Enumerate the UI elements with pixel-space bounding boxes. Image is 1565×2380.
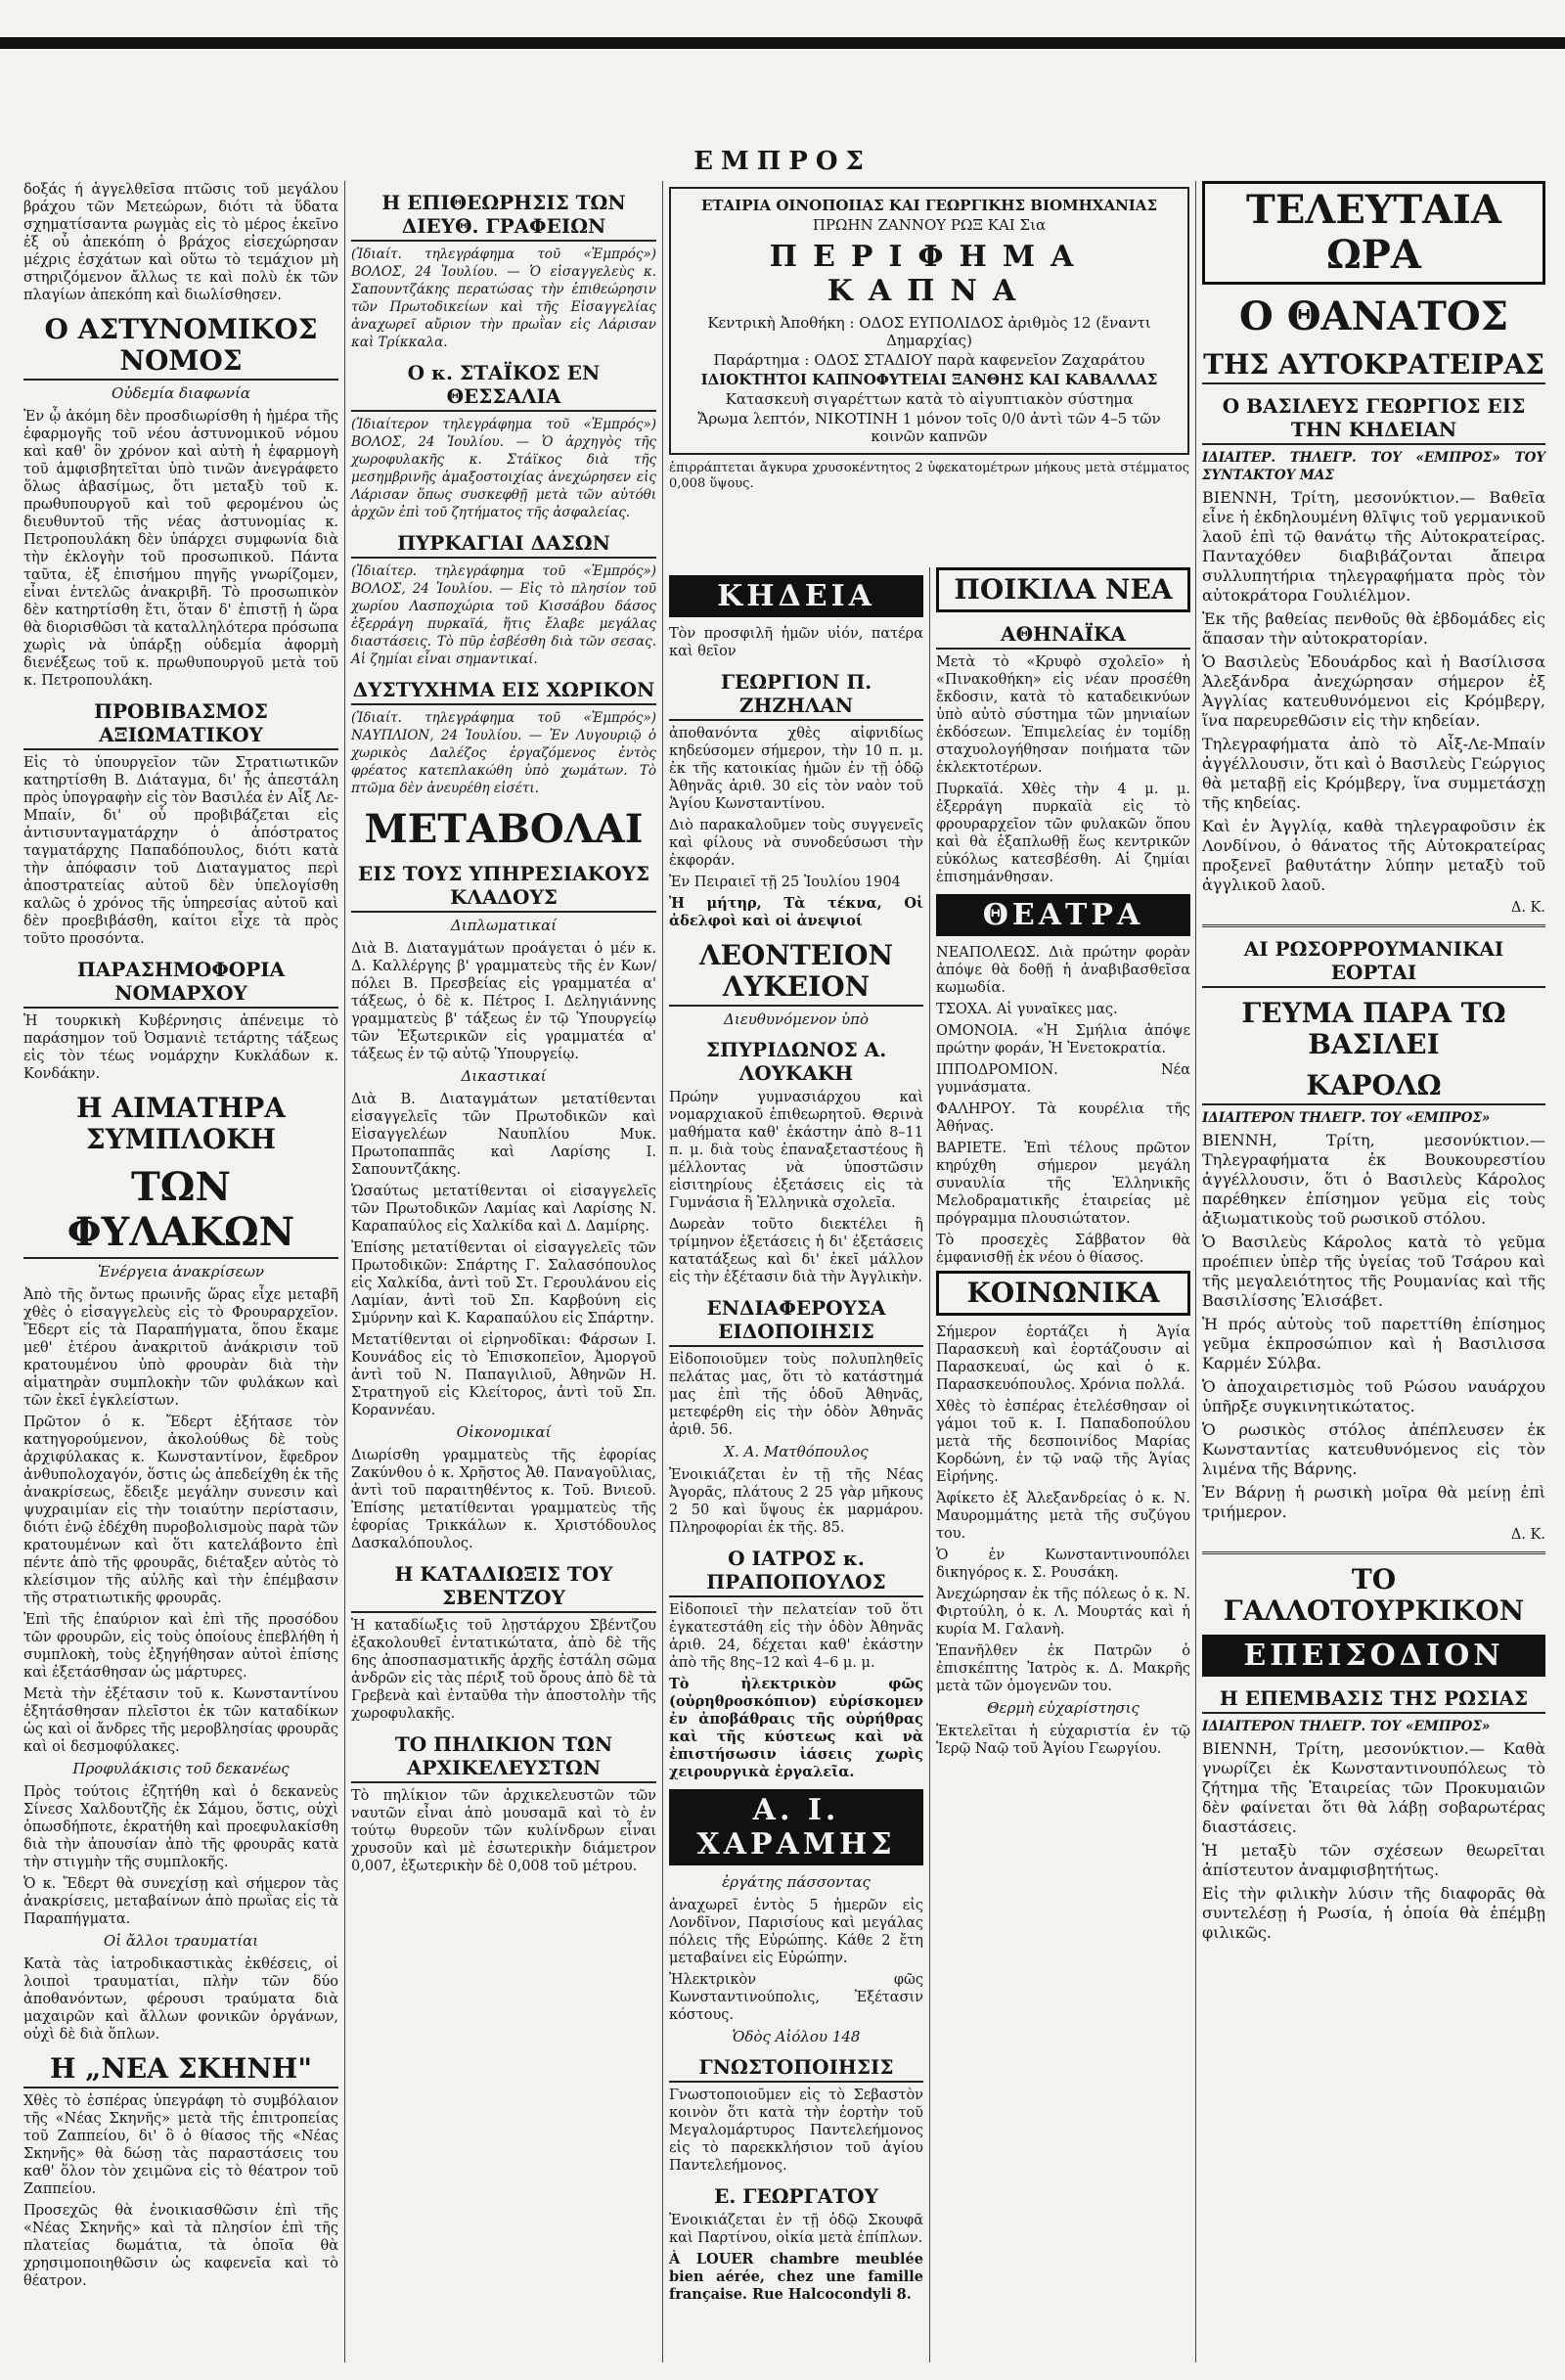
signature: Ε. ΓΕΩΡΓΑΤΟΥ: [714, 2184, 878, 2208]
headline-rosorroumanikai: ΑΙ ΡΩΣΟΡΡΟΥΜΑΝΙΚΑΙ ΕΟΡΤΑΙ: [1202, 937, 1545, 988]
headline-epitheorisis: Η ΕΠΙΘΕΩΡΗΣΙΣ ΤΩΝ ΔΙΕΥΘ. ΓΡΑΦΕΙΩΝ: [351, 191, 656, 242]
headline-epemvasis: Η ΕΠΕΜΒΑΣΙΣ ΤΗΣ ΡΩΣΙΑΣ: [1202, 1686, 1545, 1714]
headline-pilikion: ΤΟ ΠΗΛΙΚΙΟΝ ΤΩΝ ΑΡΧΙΚΕΛΕΥΣΤΩΝ: [351, 1732, 656, 1783]
article-text: Ἡ τουρκικὴ Κυβέρνησις ἀπένειμε τὸ παράσημον τοῦ Ὀσμανιὲ τετάρτης τάξεως εἰς τὸν τέως νομάρχην Κυκλάδων κ. Κονδάκην.: [23, 1013, 338, 1082]
headline-karolo: ΚΑΡΟΛΩ: [1202, 1070, 1545, 1105]
address: Ὁδὸς Αἰόλου 148: [732, 2028, 861, 2045]
headline-gnostopoiisis: ΓΝΩΣΤΟΠΟΙΗΣΙΣ: [669, 2055, 923, 2083]
article-text: Ἐπίσης μετατίθενται οἱ εἰσαγγελεῖς τῶν Πρωτοδικῶν: Σπάρτης Γ. Σαλασόπουλος εἰς Χαλκίδα, ἀντὶ τοῦ Στ. Γερουλάνου εἰς Λαμίαν, ἀντὶ τοῦ Σπ. Καρβούνη εἰς Σμύρνην καὶ Κ. Καραπαύλου εἰς Σπάρτην.: [351, 1240, 656, 1326]
article-text: Τὸ πηλίκιον τῶν ἀρχικελευστῶν τῶν ναυτῶν εἶναι ἀπὸ μουσαμᾶ καὶ τὸ ἐν τούτῳ θυρεοῦν τῶν κυλίνδρων εἶναι χρυσοῦν καὶ μὲ ἐσωτερικὴν διάμετρον 0,007, ἐξωτερικὴν δὲ 0,008 τοῦ μέτρου.: [351, 1788, 656, 1874]
article-text: Ὁ Βασιλεὺς Κάρολος κατὰ τὸ γεῦμα προέπιεν ὑπὲρ τῆς ὑγείας τοῦ Τσάρου καὶ τῆς μεγαλειότητος τῆς Ρουμανίας καὶ τῆς Βασιλίσσης Ἐλισάβετ.: [1202, 1233, 1545, 1310]
article-text: Εἰς τὸ ὑπουργεῖον τῶν Στρατιωτικῶν κατηρτίσθη Β. Διάταγμα, δι' ἧς ἀπεστάλη πρὸς ὑπογραφὴν εἰς τὸν Βασιλέα ἐν Αἶξ Λε-Μπαίν, δι' οὗ προβιβάζεται εἰς ἀντισυνταγματάρχην ὁ ἀπόστρατος ταγματάρχης Παπαδόπουλος, διότι κατὰ τὴν ἀπόφασιν τοῦ Διαταγματος περὶ ἀποστρατείας αὐτοῦ δὲν ὑπελογίσθη καλῶς ὁ χρόνος τῆς ὑπηρεσίας αὐτοῦ καὶ δὲν προεβιβάσθη, καίτοι εἶχε τὰ πρὸς τοῦτο προσόντα.: [23, 755, 338, 947]
headline-nea-skini: Η „ΝΕΑ ΣΚΗΝΗ": [23, 2053, 338, 2088]
article-text: Ἐκ τῆς βαθείας πενθοῦς θὰ ἑβδομάδες εἰς ἅπασαν τὴν αὐτοκρατορίαν.: [1202, 609, 1545, 648]
ad-manufacture: Κατασκευὴ σιγαρέττων κατὰ τὸ αἰγυπτιακὸν σύστημα: [725, 390, 1134, 408]
article-text: Πρῶτον ὁ κ. Ἔδερτ ἐξήτασε τὸν κατηγορούμενον, ἀκολούθως δὲ τοὺς ἀρχιφύλακας κ. Κωνσταντίνον, ἔφεδρον ἀνθυπολοχαγόν, ὅστις ὡς ἀπεδείχθη ἐκ τῆς ἀνακρίσεως, ἔδειξε μεγάλην συνεσιν καὶ ψυχραιμίαν εἰς τὴν τοιαύτην περίστασιν, διότι ἐνῷ ἐδέχθη πυροβολισμοὺς παρὰ τῶν κρατουμένων καὶ ὅτι κατελάβοντο ἐπὶ πέντε ἀπὸ τῆς φρουρᾶς, διέταξεν αὐτὸς τὸ κλείσιμον τῆς αὐλῆς καὶ τὴν ἐπέμβασιν τῆς στρατιωτικῆς φρουρᾶς.: [23, 1415, 338, 1606]
headline-iatros: Ο ΙΑΤΡΟΣ κ. ΠΡΑΠΟΠΟΥΛΟΣ: [669, 1547, 923, 1597]
article-text: Καὶ ἐν Ἀγγλίᾳ, καθὰ τηλεγραφοῦσιν ἐκ Λονδίνου, ὁ θάνατος τῆς Αὐτοκρατείρας προξενεῖ βαθυτάτην λύπην μεταξὺ τοῦ ἀγγλικοῦ λαοῦ.: [1202, 817, 1545, 894]
headline-epeisodion: ΕΠΕΙΣΟΔΙΟΝ: [1202, 1635, 1545, 1677]
headline-staikos: Ο κ. ΣΤΑΪΚΟΣ ΕΝ ΘΕΣΣΑΛΙΑ: [351, 361, 656, 412]
tobacco-advertisement: [669, 187, 1189, 455]
article-text: Γνωστοποιοῦμεν εἰς τὸ Σεβαστὸν κοινὸν ὅτι κατὰ τὴν ἐορτὴν τοῦ Μεγαλομάρτυρος Παντελεήμονος εἰς τὸ παρεκκλήσιον τοῦ ἁγίου Παντελεήμονος.: [669, 2088, 923, 2174]
article-text: Διωρίσθη γραμματεὺς τῆς ἐφορίας Ζακύνθου ὁ κ. Χρῆστος Ἀθ. Παναγοῦλιας, ἀντὶ τοῦ παραιτηθέντος κ. Τοῦ. Βνιεοῦ. Ἐπίσης μετατίθενται γραμματεὺς τῆς ἐφορίας Τρικκάλων κ. Χριστόδουλος Δασκαλόπουλος.: [351, 1448, 656, 1551]
dispatch-header: ΙΔΙΑΙΤΕΡΟΝ ΤΗΛΕΓΡ. ΤΟΥ «ΕΜΠΡΟΣ»: [1202, 1719, 1491, 1734]
article-text: ΦΑΛΗΡΟΥ. Τὰ κουρέλια τῆς Ἀθήνας.: [936, 1101, 1190, 1135]
article-text: ἀναχωρεῖ ἐντὸς 5 ἡμερῶν εἰς Λονδῖνον, Παρισίους καὶ μεγάλας πόλεις τῆς Εὐρώπης. Κάθε 2 ἔτη μεταβαίνει εἰς Εὐρώπην.: [669, 1898, 923, 1966]
headline-katadioxis: Η ΚΑΤΑΔΙΩΞΙΣ ΤΟΥ ΣΒΕΝΤΖΟΥ: [351, 1562, 656, 1613]
article-text: Ἐπὶ τῆς ἐπαύριον καὶ ἐπὶ τῆς προσόδου τῶν φρουρῶν, εἰς τοὺς ὁποίους ἐπεβλήθη ἡ συμπλοκὴ, τοὺς ἐξηγήθησαν αὐτοὶ ἐπίσης καὶ ἐξετάσθησαν ὡς μάρτυρες.: [23, 1612, 338, 1681]
headline-theatra: ΘΕΑΤΡΑ: [936, 894, 1190, 936]
headline-koinonika: ΚΟΙΝΩΝΙΚΑ: [966, 1277, 1160, 1309]
article-text: Τὸ προσεχὲς Σάββατον θὰ ἐμφανισθῇ ἐκ νέου ὁ θίασος.: [936, 1233, 1190, 1266]
article-text: Δωρεὰν τοῦτο διεκτέλει ἢ τρίμηνον ἐξετάσεις ἡ δι' ἐξετάσεις κατατάξεως καὶ δι' ἐκεῖ μάλλον εἰς τὴν ἐξέτασιν διὰ τὴν Ἀγγλικὴν.: [669, 1217, 923, 1285]
article-text: Εἰδοποιοῦμεν τοὺς πολυπληθεῖς πελάτας μας, ὅτι τὸ κατάστημά μας ἐπὶ τῆς ὁδοῦ Ἀθηνᾶς, μετεφέρθη εἰς τὴν ὁδὸν Ἀθηνᾶς ἀριθ. 56.: [669, 1352, 923, 1438]
article-text: Ὁ Βασιλεὺς Ἐδουάρδος καὶ ἡ Βασίλισσα Ἀλεξάνδρα ἀνεχώρησαν σήμερον ἐξ Ἀγγλίας κατευθυνόμενοι εἰς Κρόμβεργ, ἵνα παρευρεθῶσιν εἰς τὴν κηδείαν.: [1202, 652, 1545, 730]
article-text: Ἐνοικιάζεται ἐν τῇ ὁδῷ Σκουφᾶ καὶ Παρτίνου, οἰκία μετὰ ἐπίπλων.: [669, 2213, 923, 2246]
article-text: Ἀνεχώρησαν ἐκ τῆς πόλεως ὁ κ. Ν. Φιρτούλη, ὁ κ. Λ. Μουρτάς καὶ ἡ κυρία Μ. Γαλανὴ.: [936, 1587, 1190, 1638]
ad-address: Κεντρικὴ Ἀποθήκη : ΟΔΟΣ ΕΥΠΟΛΙΔΟΣ ἀριθμὸς 12 (ἔναντι Δημαρχίας): [707, 314, 1151, 349]
headline-leonteion: ΛΕΟΝΤΕΙΟΝ ΛΥΚΕΙΟΝ: [669, 940, 923, 1007]
article-text: Χθὲς τὸ ἑσπέρας ὑπεγράφη τὸ συμβόλαιον τῆς «Νέας Σκηνῆς» μετὰ τῆς ἐπιτροπείας τοῦ Ζαππείου, δι' ὃ ὁ θίασος τῆς «Νέας Σκηνῆς» θὰ δώσῃ τὰς παραστάσεις του καθ' ὅλον τὸν χειμῶνα εἰς τὸ θέατρον τοῦ Ζαππείου.: [23, 2093, 338, 2197]
headline-ypiresiakous-klados: ΕΙΣ ΤΟΥΣ ΥΠΗΡΕΣΙΑΚΟΥΣ ΚΛΑΔΟΥΣ: [351, 862, 656, 913]
article-text: Ἀπὸ τῆς ὄντως πρωινῆς ὥρας εἶχε μεταβῆ χθὲς ὁ εἰσαγγελεὺς εἰς τὸ Φρουραρχεῖον. Ἔδερτ εἰς τὰ Παραπήγματα, ὅπου ἔκαμε μεθ' ἑτέρου ἀνακριτοῦ ἀνάκρισιν τοῦ κρατουμένου ὑπὸ φρουρὰν διὰ τὴν αἱματηρὰν συμπλοκὴν τῶν φυλάκων καὶ τῶν ἐκεῖ ἐγκλείστων.: [23, 1287, 338, 1409]
article-text: Ἐν Πειραιεῖ τῇ 25 Ἰουλίου 1904: [669, 875, 901, 890]
ad-branch: Παράρτημα : ΟΔΟΣ ΣΤΑΔΙΟΥ παρὰ καφενεῖον Ζαχαράτου: [713, 351, 1145, 369]
ad-nicotine: Ἄρωμα λεπτόν, ΝΙΚΟΤΙΝΗ 1 μόνον τοῖς 0/0 ἀντὶ τῶν 4–5 τῶν κοινῶν καπνῶν: [697, 410, 1161, 445]
divider: [1202, 924, 1545, 927]
poikila-nea-box: [936, 567, 1190, 612]
subheadline: Οἰκονομικαί: [456, 1423, 552, 1441]
headline-poikila-nea: ΠΟΙΚΙΛΑ ΝΕΑ: [954, 573, 1173, 606]
article-text: ΒΙΕΝΝΗ, Τρίτη, μεσονύκτιον.— Τηλεγραφήματα ἐκ Βουκουρεστίου ἀγγέλλουσιν, ὅτι ὁ Βασιλεὺς Κάρολος παρέθηκεν ἐπίσημον γεῦμα εἰς τοὺς ἀξιωματικοὺς τοῦ ρωσικοῦ στόλου.: [1202, 1131, 1545, 1228]
article-text: ἐπιρράπτεται ἄγκυρα χρυσοκέντητος 2 ὑφεκατομέτρων μήκους μετὰ στέμματος 0,008 ὕψους.: [669, 461, 1189, 491]
headline-astynomikos-nomos: Ο ΑΣΤΥΝΟΜΙΚΟΣ ΝΟΜΟΣ: [23, 314, 338, 381]
article-text: Πυρκαϊά. Χθὲς τὴν 4 μ. μ. ἐξερράγη πυρκαϊὰ εἰς τὸ φρουραρχεῖον τῶν φυλακῶν ὅπου καὶ θὰ ἐξαπλωθῇ ἕως κεντρικῶν εὐκόλως κατεσβέσθη. Αἱ ζημίαι ἐπισημάνθησαν.: [936, 782, 1190, 885]
article-text: Διὰ Β. Διαταγμάτων μετατίθενται εἰσαγγελεῖς τῶν Πρωτοδικῶν καὶ Εἰσαγγελέων Ναυπλίου Μυκ. Πρωτοπαππᾶς καὶ Λαρίσης Ι. Σαπουντζάκης.: [351, 1092, 656, 1178]
top-rule: [0, 37, 1565, 49]
dispatch-header: ΙΔΙΑΙΤΕΡΟΝ ΤΗΛΕΓΡ. ΤΟΥ «ΕΜΠΡΟΣ»: [1202, 1110, 1491, 1126]
headline-vasilefs-georgios: Ο ΒΑΣΙΛΕΥΣ ΓΕΩΡΓΙΟΣ ΕΙΣ ΤΗΝ ΚΗΔΕΙΑΝ: [1202, 394, 1545, 445]
headline-dystychima: ΔΥΣΤΥΧΗΜΑ ΕΙΣ ΧΩΡΙΚΟΝ: [351, 678, 656, 705]
headline-provivasmos: ΠΡΟΒΙΒΑΣΜΟΣ ΑΞΙΩΜΑΤΙΚΟΥ: [23, 699, 338, 750]
article-text: Ἡ μεταξὺ τῶν σχέσεων θεωρεῖται ἀπίστευτον ἀναμφισβητήτως.: [1202, 1841, 1545, 1879]
signature: Δ. Κ.: [1510, 900, 1545, 916]
article-text: Ἐν ᾧ ἀκόμη δὲν προσδιωρίσθη ἡ ἡμέρα τῆς ἐφαρμογῆς τοῦ νέου ἀστυνομικοῦ νόμου καὶ καθ' ὃν χρόνον καὶ αὐτὴ ἡ ἐφαρμογὴ τοῦ ἀμφισβητεῖται ὑπὸ τινῶν ἀνεγράφετο ὅλως ἀβασίμως, ὅτι μεταξὺ τοῦ κ. πρωθυπουργοῦ καὶ τοῦ φερομένου ὡς διευθυντοῦ τῆς νέας ἀστυνομίας κ. Πετροπουλάκη δὲν ὑπάρχει συμφωνία διὰ τὴν ἐκλογὴν τοῦ προσωπικοῦ. Πάντα ταῦτα, ἐξ ἐπισήμου πηγῆς γνωρίζομεν, εἶναι ἐντελῶς ἀνακριβῆ. Τὸ προσωπικὸν δὲν κατηρτίσθη ἔτι, ὅταν δ' ἐπιστῇ ἡ ὥρα θὰ διορισθῶσι τὰ καταλληλότερα πρόσωπα χωρὶς νὰ ὑπάρξῃ οὐδεμία ἀφορμὴ διενέξεως τοῦ κ. πρωθυπουργοῦ μετὰ τοῦ κ. Πετροπουλάκη.: [23, 409, 338, 689]
subheadline: Θερμὴ εὐχαρίστησις: [987, 1699, 1140, 1717]
article-text: Ὁ ἐν Κωνσταντινουπόλει δικηγόρος κ. Σ. Ρουσάκη.: [936, 1548, 1190, 1581]
headline-metavolai: ΜΕΤΑΒΟΛΑΙ: [364, 806, 644, 852]
article-text: Τηλεγραφήματα ἀπὸ τὸ Αἶξ-Λε-Μπαίν ἀγγέλλουσιν, ὅτι καὶ ὁ Βασιλεὺς Γεώργιος θὰ μεταβῇ εἰς Κρόμβεργ, ἵνα συμμετάσχῃ τῆς κηδείας.: [1202, 735, 1545, 812]
headline-charamis: Α. Ι. ΧΑΡΑΜΗΣ: [669, 1789, 923, 1865]
article-text: ΒΑΡΙΕΤΕ. Ἐπὶ τέλους πρῶτον κηρύχθη σήμερον μεγάλη συναυλία τῆς Ἑλληνικῆς Μελοδραματικῆς ἑταιρείας μὲ πρόγραμμα πλουσιώτατον.: [936, 1141, 1190, 1227]
article-text: Μετὰ τὴν ἐξέτασιν τοῦ κ. Κωνσταντίνου ἐξητάσθησαν πλεῖστοι ἐκ τῶν καταδίκων ὡς καὶ οἱ ἄνδρες τῆς μεροβλησίας φρουρᾶς καὶ οἱ δεσμοφύλακες.: [23, 1686, 338, 1755]
article-text: Διὰ Β. Διαταγμάτων προάγεται ὁ μέν κ. Δ. Καλλέργης β' γραμματεὺς τῆς ἐν Κων/πόλει Β. Πρεσβείας εἰς γραμματέα α' τάξεως, ὁ δὲ κ. Πέτρος Ι. Δεληγιάννης γραμματεὺς β' τάξεως ἐν τῷ Ὑπουργείῳ τῶν Ἐξωτερικῶν εἰς γραμματέα α' τάξεως ἐν τῷ αὐτῷ Ὑπουργείῳ.: [351, 941, 656, 1062]
article-text: Ἡ καταδίωξις τοῦ λῃστάρχου Σβέντζου ἐξακολουθεῖ ἐντατικώτατα, ἀπὸ δὲ τῆς 6ης ἀποσπασματικῆς ἀρχῆς ἐστάλη σῶμα ἀνδρῶν εἰς τὰς πέριξ τοῦ ὄρους ἀπὸ δὲ τὰ Γρεβενὰ καὶ ἐνταῦθα τὴν ἀποστολὴν τῆς χωροφυλακῆς.: [351, 1618, 656, 1722]
article-text: À LOUER chambre meublée bien aérée, chez une famille française. Rue Halcocondyli 8.: [669, 2251, 923, 2303]
headline-eidopoiisis: ΕΝΔΙΑΦΕΡΟΥΣΑ ΕΙΔΟΠΟΙΗΣΙΣ: [669, 1296, 923, 1347]
article-text: ΟΜΟΝΟΙΑ. «Ἡ Σμήλια ἀπόψε πρώτην φοράν, Ἡ Ἑνετοκρατία.: [936, 1023, 1190, 1056]
subheadline: Διπλωματικαί: [450, 917, 558, 934]
article-text: Κατὰ τὰς ἰατροδικαστικὰς ἐκθέσεις, οἱ λοιποὶ τραυματίαι, πλὴν τῶν δύο ἀποθανόντων, φέρουσι τραύματα διὰ μαχαιρῶν καὶ ἄλλων φονικῶν ὀργάνων, οὐχὶ δὲ διὰ ὅπλων.: [23, 1956, 338, 2043]
headline-aimatira-symploki: Η ΑΙΜΑΤΗΡΑ ΣΥΜΠΛΟΚΗ: [76, 1092, 286, 1155]
headline-teleutaia-ora: ΤΕΛΕΥΤΑΙΑ ΩΡΑ: [1246, 187, 1501, 278]
article-text: Τὸ ἠλεκτρικὸν φῶς (οὐρηθροσκόπιον) εὑρίσκομεν ἐν ἀποβάθραις τῆς οὐρήθρας καὶ τῆς κύστεως καὶ νὰ ἐπιστήσωσιν ἰάσεις χωρὶς χειρουργικὰ ἐργαλεῖα.: [669, 1676, 923, 1780]
column-3b: [929, 567, 1195, 2362]
teleutaia-ora-box: [1202, 181, 1545, 285]
article-text: Τὸν προσφιλῆ ἡμῶν υἱόν, πατέρα καὶ θεῖον: [669, 626, 923, 659]
article-text: Πρώην γυμνασιάρχου καὶ νομαρχιακοῦ ἐπιθεωρητοῦ. Θερινὰ μαθήματα καθ' ἑκάστην ἀπὸ 8–11 π. μ. διὰ τοὺς ἐπαναξεταστέους ἢ μέλλοντας νὰ ὑποστῶσιν εἰσιτηρίους ἐξετάσεις εἰς τὰ Γυμνάσια ἢ Ἑλληνικὰ σχολεῖα.: [669, 1090, 923, 1211]
dispatch-header: ΙΔΙΑΙΤΕΡ. ΤΗΛΕΓΡ. ΤΟΥ «ΕΜΠΡΟΣ» ΤΟΥ ΣΥΝΤΑΚΤΟΥ ΜΑΣ: [1202, 450, 1545, 483]
article-text: Ἐκτελεῖται ἡ εὐχαριστία ἐν τῷ Ἱερῷ Ναῷ τοῦ Ἁγίου Γεωργίου.: [936, 1724, 1190, 1757]
article-text: ΒΙΕΝΝΗ, Τρίτη, μεσονύκτιον.— Βαθεῖα εἶνε ἡ ἐκδηλουμένη θλῖψις τοῦ γερμανικοῦ λαοῦ ἐπὶ τῷ θανάτῳ τῆς Αὐτοκρατείρας. Πανταχόθεν διαβιβάζονται ἄπειρα συλλυπητήρια τηλεγραφήματα πρὸς τὸν αὐτοκράτορα Γουλιέλμον.: [1202, 488, 1545, 605]
headline-parasimoforia: ΠΑΡΑΣΗΜΟΦΟΡΙΑ ΝΟΜΑΡΧΟΥ: [23, 958, 338, 1009]
signature: Χ. Α. Ματθόπουλος: [724, 1443, 869, 1460]
director-name: ΣΠΥΡΙΔΩΝΟΣ Α. ΛΟΥΚΑΚΗ: [705, 1038, 887, 1085]
headline-o-thanatos: Ο ΘΑΝΑΤΟΣ: [1238, 293, 1509, 339]
dispatch-text: (Ἰδιαίτερον τηλεγράφημα τοῦ «Ἐμπρός») ΒΟΛΟΣ, 24 Ἰουλίου. — Ὁ ἀρχηγὸς τῆς χωροφυλακῆς κ. Στάϊκος διὰ τῆς μεσημβρινῆς ἁμαξοστοιχίας ἀνεχώρησεν εἰς Λάρισαν ὅπως συσκεφθῇ μετὰ τῶν αὐτόθι ἀρχῶν ἐπὶ τοῦ ζητήματος τῆς ἀσφαλείας.: [351, 417, 656, 520]
subheadline: Οἱ ἄλλοι τραυματίαι: [103, 1932, 259, 1950]
ad-headline: ΠΕΡΙΦΗΜΑ ΚΑΠΝΑ: [769, 240, 1090, 308]
article-text: Ὡσαύτως μετατίθενται οἱ εἰσαγγελεῖς τῶν Πρωτοδικῶν Λαμίας καὶ Λαρίσης Ν. Καραπαύλος εἰς Χαλκίδα καὶ Δ. Δαμίρης.: [351, 1184, 656, 1235]
article-text: ΙΠΠΟΔΡΟΜΙΟΝ. Νέα γυμνάσματα.: [936, 1062, 1190, 1096]
article-text: δοξάς ή ἀγγελθεῖσα πτῶσις τοῦ μεγάλου βράχου τῶν Μετεώρων, διότι τὰ ὕδατα σχηματίσαντα ρωγμὰς εἰς τὸ μέρος ἐκεῖνο ἐξ οὗ ἀπεκόπη ὁ βράχος εἰσεχώρησαν μέχρις ἐσχάτων καὶ οὕτω τὸ τεμάχιον μὴ στηριζόμενον ἄλλως τε καὶ πολὺ ἐκ τῶν πλαγίων ἀπεκόπη καὶ διωλίσθησεν.: [23, 182, 338, 303]
article-text: Ὁ ἀποχαιρετισμὸς τοῦ Ρώσου ναυάρχου ὑπῆρξε συγκινητικώτατος.: [1202, 1377, 1545, 1415]
article-text: Διὸ παρακαλοῦμεν τοὺς συγγενεῖς καὶ φίλους νὰ συνοδεύσωσι τὴν ἐκφοράν.: [669, 818, 923, 869]
divider: [1202, 1551, 1545, 1554]
article-text: ἀποθανόντα χθὲς αἰφνιδίως κηδεύσομεν σήμερον, τὴν 10 π. μ. ἐκ τῆς κατοικίας ἡμῶν ἐν τῇ ὁδῷ Ἀθηνᾶς ἀριθ. 30 εἰς τὸν ναὸν τοῦ Ἁγίου Κωνσταντίνου.: [669, 726, 923, 812]
column-1: [18, 181, 344, 2362]
headline-kideia: ΚΗΔΕΙΑ: [669, 575, 923, 617]
article-text: Προσεχῶς θὰ ἐνοικιασθῶσιν ἐπὶ τῆς «Νέας Σκηνῆς» καὶ τὰ πλησίον ἐπὶ τῆς πλατείας δωμάτια, τὰ ὁποῖα θὰ χρησιμοποιηθῶσιν ὡς καφενεῖα καὶ τὸ θέατρον.: [23, 2203, 338, 2289]
ad-company: ΕΤΑΙΡΙΑ ΟΙΝΟΠΟΙΙΑΣ ΚΑΙ ΓΕΩΡΓΙΚΗΣ ΒΙΟΜΗΧΑΝΙΑΣ: [700, 197, 1158, 214]
article-text: ΝΕΑΠΟΛΕΩΣ. Διὰ πρώτην φορὰν ἀπόψε θὰ δοθῇ ἡ ἀναβιβασθεῖσα κωμωδία.: [936, 945, 1190, 996]
article-text: Μετὰ τὸ «Κρυφὸ σχολεῖο» ἡ «Πινακοθήκη» εἰς νέαν προσέθη ἔκδοσιν, κατὰ τὸ καταδεικνύων ὑπὸ αὐτὸ σύστημα τῶν μηνιαίων ἐκδόσεων. Ἐπιμελείας ἐν τομίδῃ σταχυολογήθησαν ποιήματα τῶν ἐκλεκτοτέρων.: [936, 654, 1190, 776]
article-text: Πρὸς τούτοις ἐζητήθη καὶ ὁ δεκανεὺς Σίνεσς Χαλδουτζῆς ἐκ Σάμου, ὅστις, οὐχὶ ὁπωσδήποτε, ἐκρατήθη καὶ προεφυλακίσθη διὰ τὴν ἀπουσίαν ἀπὸ τῆς φρουρᾶς κατὰ τὴν στιγμὴν τῆς συμπλοκῆς.: [23, 1784, 338, 1870]
headline-pyrkagiai: ΠΥΡΚΑΓΙΑΙ ΔΑΣΩΝ: [351, 531, 656, 559]
article-text: Σήμερον ἑορτάζει ἡ Ἁγία Παρασκευὴ καὶ ἑορτάζουσιν αἱ Παρασκευαί, ὡς καὶ ὁ κ. Παρασκευόπουλος. Χρόνια πολλά.: [936, 1325, 1190, 1393]
article-text: Ἐπανῆλθεν ἐκ Πατρῶν ὁ ἐπισκέπτης Ἰατρὸς κ. Δ. Μακρῆς μετὰ τῶν ὁμογενῶν του.: [936, 1643, 1190, 1694]
page-columns: [18, 181, 1551, 2362]
article-text: Ἡ πρός αὐτοὺς τοῦ παρεττίθη ἐπίσημος γεῦμα ἐκπροσώπιον καὶ ἡ Βασιλισσα Καρμέν Σύλβα.: [1202, 1315, 1545, 1372]
article-text: ΤΣΟΧΑ. Αἱ γυναῖκες μας.: [936, 1002, 1118, 1017]
subheadline: Ἐνέργεια ἀνακρίσεων: [97, 1263, 265, 1280]
article-text: Εἰδοποιεῖ τὴν πελατείαν τοῦ ὅτι ἐγκατεστάθη εἰς τὴν ὁδὸν Ἀθηνᾶς ἀριθ. 24, δέχεται καθ' ἑκάστην ἀπὸ τῆς 8ης–12 καὶ 4–6 μ. μ.: [669, 1602, 923, 1671]
article-text: ΒΙΕΝΝΗ, Τρίτη, μεσονύκτιον.— Καθὰ γνωρίζει ἐκ Κωνσταντινουπόλεως τὸ ζήτημα τῆς Ἐταιρείας τῶν Προκυμαιῶν δὲν φαίνεται ὅτι θὰ λάβῃ σοβαρωτέρας διαστάσεις.: [1202, 1739, 1545, 1836]
column-4: [1195, 181, 1551, 2362]
article-text: Ὁ κ. Ἔδερτ θὰ συνεχίσῃ καὶ σήμερον τὰς ἀνακρίσεις, μεταβαίνων ἀπὸ πρωῒας εἰς τὰ Παραπήγματα.: [23, 1876, 338, 1927]
article-text: Ἡ μήτηρ, Τὰ τέκνα, Οἱ ἀδελφοὶ καὶ οἱ ἀνεψιοί: [669, 895, 923, 929]
headline-gallotourkikon: ΤΟ ΓΑΛΛΟΤΟΥΡΚΙΚΟΝ: [1223, 1563, 1525, 1627]
ad-owners: ΙΔΙΟΚΤΗΤΟΙ ΚΑΠΝΟΦΥΤΕΙΑΙ ΞΑΝΘΗΣ ΚΑΙ ΚΑΒΑΛΛΑΣ: [700, 371, 1158, 388]
article-text: Ὁ ρωσικὸς στόλος ἀπέπλευσεν ἐκ Κωνσταντίας κατευθυνόμενος εἰς τὸν λιμένα τῆς Βάρνης.: [1202, 1420, 1545, 1478]
article-text: Χθὲς τὸ ἑσπέρας ἐτελέσθησαν οἱ γάμοι τοῦ κ. Ι. Παπαδοπούλου μετὰ τῆς δεσποινίδος Μαρίας Κορδώνη, ἐν τῷ ναῷ τῆς Ἁγίας Εἰρήνης.: [936, 1399, 1190, 1485]
deceased-name: ΓΕΩΡΓΙΟΝ Π. ΖΗΖΗΛΑΝ: [669, 670, 923, 721]
column-3a: [663, 567, 929, 2362]
koinonika-box: [936, 1271, 1190, 1316]
column-2: [344, 181, 662, 2362]
headline-athinaika: ΑΘΗΝΑΪΚΑ: [936, 622, 1190, 650]
article-text: Εἰς τὴν φιλικὴν λύσιν τῆς διαφορᾶς θὰ συντελέσῃ ἡ Ρωσία, ἡ ὁποία θὰ ἐπέμβῃ φιλικῶς.: [1202, 1884, 1545, 1942]
subheadline: Δικαστικαί: [461, 1067, 547, 1085]
dispatch-text: (Ἰδιαίτ. τηλεγράφημα τοῦ «Ἐμπρός») ΝΑΥΠΛΙΟΝ, 24 Ἰουλίου. — Ἐν Λυγουριῷ ὁ χωρικὸς Δαλέζος ἐργαζόμενος ἐντὸς φρέατος κατεπλακώθη ὑπὸ χωμάτων. Τὸ πτῶμα δὲν ἀνευρέθη εἰσέτι.: [351, 710, 656, 796]
dispatch-text: (Ἰδιαίτερ. τηλεγράφημα τοῦ «Ἐμπρός») ΒΟΛΟΣ, 24 Ἰουλίου. — Εἰς τὸ πλησίον τοῦ χωρίου Λασποχώρια τοῦ Κισσάβου δάσος ἐξερράγη πυρκαϊά, ἥτις ἔλαβε μεγάλας διαστάσεις. Τὸ πῦρ ἐσβέσθη διὰ τῶν σεσας. Αἱ ζημίαι εἶναι σημαντικαί.: [351, 563, 656, 667]
dispatch-text: (Ἰδιαίτ. τηλεγράφημα τοῦ «Ἐμπρός») ΒΟΛΟΣ, 24 Ἰουλίου. — Ὁ εἰσαγγελεὺς κ. Σαπουντζάκης περατώσας τὴν ἐπιθεώρησιν τῶν Πρωτοδικείων καὶ τῆς Εἰσαγγελίας ἀναχωρεῖ αὔριον τὴν πρωῒαν εἰς Λάρισαν καὶ Τρίκκαλα.: [351, 247, 656, 350]
article-text: Μετατίθενται οἱ εἰρηνοδῖκαι: Φάρσων Ι. Κουνάδος εἰς τὸ Ἐπισκοπεῖον, Ἀμοργοῦ ἀντὶ τοῦ Ν. Παπαγιλιοῦ, Ἀθηνῶν Η. Στρατηγοῦ εἰς Κλείτορος, ἀντὶ τοῦ Σπ. Κοραννέαυ.: [351, 1332, 656, 1418]
article-text: Ἐν Βάρνῃ ἡ ρωσικὴ μοῖρα θὰ μείνῃ ἐπὶ τριήμερον.: [1202, 1483, 1545, 1521]
article-text: Ἐνοικιάζεται ἐν τῇ τῆς Νέας Ἀγορᾶς, πλάτους 2 25 γὰρ μῆκους 2 50 καὶ ὕψους ἐκ μαρμάρου. Πληροφορίαι ἐκ τῆς. 85.: [669, 1467, 923, 1536]
subheadline: Οὐδεμία διαφωνία: [112, 384, 250, 402]
headline-ton-fylakon: ΤΩΝ ΦΥΛΑΚΩΝ: [23, 1165, 338, 1259]
subheadline: ἐργάτης πάσσοντας: [722, 1873, 871, 1891]
subheadline: Προφυλάκισις τοῦ δεκανέως: [72, 1760, 290, 1777]
subheadline: Διευθυνόμενον ὑπὸ: [723, 1010, 870, 1028]
ad-former-name: ΠΡΩΗΝ ΖΑΝΝΟΥ ΡΩΞ ΚΑΙ Σια: [812, 216, 1047, 234]
masthead: ΕΜΠΡΟΣ: [693, 147, 872, 176]
headline-gevma: ΓΕΥΜΑ ΠΑΡΑ ΤΩ ΒΑΣΙΛΕΙ: [1241, 997, 1506, 1060]
signature: Δ. Κ.: [1510, 1527, 1545, 1543]
headline-autokrateiras: ΤΗΣ ΑΥΤΟΚΡΑΤΕΙΡΑΣ: [1202, 349, 1545, 384]
column-3: [662, 181, 1195, 2362]
article-text: Ἠλεκτρικὸν φῶς Κωνσταντινούπολις, Ἐξέτασιν κόστους.: [669, 1972, 923, 2023]
article-text: Ἀφίκετο ἐξ Ἀλεξανδρείας ὁ κ. Ν. Μαυρομμάτης μετὰ τῆς συζύγου του.: [936, 1491, 1190, 1542]
